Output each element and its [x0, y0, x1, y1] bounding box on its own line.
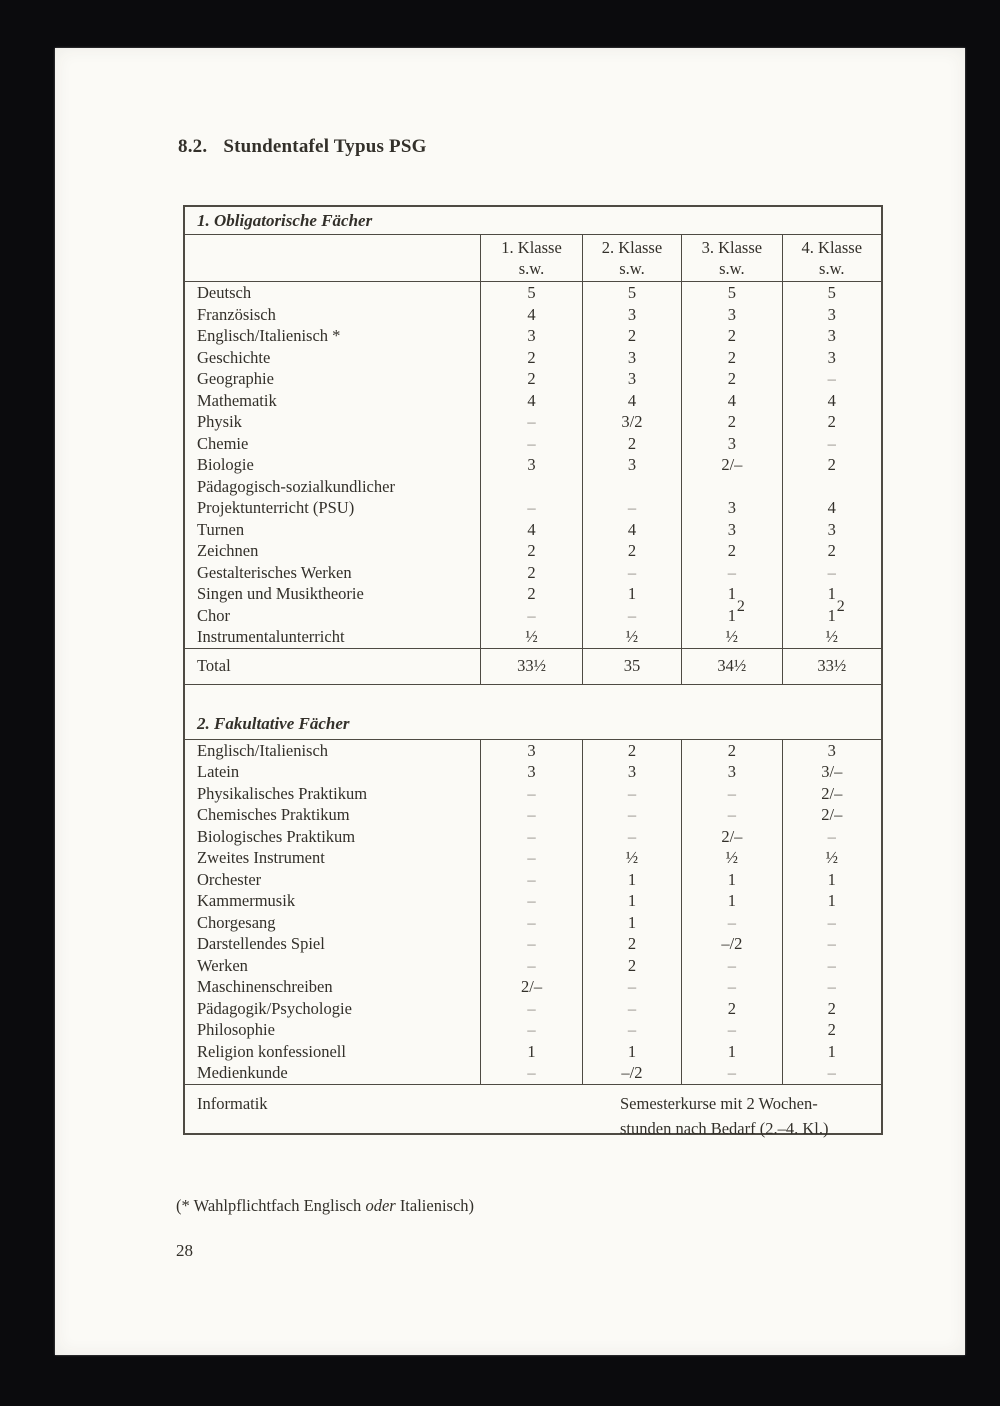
cell: – — [480, 955, 581, 977]
cell: – — [480, 433, 581, 455]
cell: – — [582, 562, 681, 584]
cell: 1 — [782, 605, 881, 627]
informatik-note-line1: Semesterkurse mit 2 Wochen- — [620, 1093, 818, 1113]
table-row — [185, 562, 881, 584]
cell: 2 — [480, 562, 581, 584]
subject-label — [185, 976, 480, 998]
cell: – — [681, 804, 781, 826]
cell: 2 — [480, 368, 581, 390]
cell: 3 — [681, 519, 781, 541]
cell: 3 — [480, 761, 581, 783]
subject-label-line: Darstellendes Spiel — [197, 934, 325, 953]
subject-label — [185, 626, 480, 648]
cell: – — [480, 411, 581, 433]
cell: – — [681, 912, 781, 934]
cell: 1 — [782, 890, 881, 912]
cell: 2 — [582, 325, 681, 347]
subject-label — [185, 433, 480, 455]
cell: ½ — [681, 847, 781, 869]
cell-value: 1 — [727, 584, 736, 603]
subject-label-line: Mathematik — [197, 390, 277, 410]
header-sw-label: s.w. — [719, 259, 745, 278]
table-row — [185, 955, 881, 977]
cell: – — [480, 1019, 581, 1041]
header-sw-label: s.w. — [819, 259, 845, 278]
table-row — [185, 605, 881, 627]
subject-label — [185, 540, 480, 562]
subject-label — [185, 476, 480, 519]
subject-label — [185, 740, 480, 762]
cell: 5 — [782, 282, 881, 304]
table-row — [185, 325, 881, 347]
cell: ½ — [582, 626, 681, 648]
subject-label-line: Singen und Musiktheorie — [197, 584, 364, 603]
cell: 2 — [681, 411, 781, 433]
header-sw-label: s.w. — [619, 259, 645, 278]
subject-label — [185, 933, 480, 955]
informatik-label: Informatik — [197, 1093, 268, 1113]
cell: 3 — [582, 368, 681, 390]
obligatory-rows — [185, 282, 881, 648]
subject-label — [185, 454, 480, 476]
cell: – — [480, 869, 581, 891]
cell: 3 — [582, 454, 681, 476]
group-sum: 2 — [836, 597, 845, 615]
cell — [681, 583, 781, 615]
cell: 2 — [582, 955, 681, 977]
cell: – — [782, 955, 881, 977]
optional-subjects-heading: 2. Fakultative Fächer — [185, 685, 881, 740]
table-row — [185, 998, 881, 1020]
cell: 4 — [681, 390, 781, 412]
cell: – — [480, 890, 581, 912]
cell: – — [480, 933, 581, 955]
table-row — [185, 826, 881, 848]
cell: 3 — [782, 740, 881, 762]
cell: 3 — [582, 304, 681, 326]
cell: ½ — [782, 847, 881, 869]
cell: 2 — [582, 540, 681, 562]
cell: – — [782, 433, 881, 455]
cell: 3 — [782, 304, 881, 326]
cell: – — [782, 1062, 881, 1084]
cell: – — [480, 605, 581, 627]
cell: – — [582, 783, 681, 805]
cell: 3 — [681, 433, 781, 455]
cell — [782, 583, 881, 615]
cell: 3 — [681, 476, 781, 519]
header-cell-klasse-2 — [582, 235, 681, 281]
table-row — [185, 761, 881, 783]
cell: 2/– — [480, 976, 581, 998]
table-row — [185, 476, 881, 519]
header-klasse-label: 4. Klasse — [801, 238, 863, 257]
total-cell: 34½ — [681, 649, 781, 684]
group-sum: 2 — [736, 597, 745, 615]
header-empty-cell — [185, 235, 480, 281]
cell: – — [681, 1019, 781, 1041]
cell: 2 — [582, 433, 681, 455]
cell: 3 — [582, 761, 681, 783]
subject-label — [185, 826, 480, 848]
cell: – — [480, 826, 581, 848]
subject-label — [185, 411, 480, 433]
cell: – — [582, 998, 681, 1020]
cell: – — [681, 1062, 781, 1084]
subject-label-line: Chor — [197, 605, 230, 625]
subject-label-line: Maschinenschreiben — [197, 977, 333, 996]
table-row — [185, 1041, 881, 1063]
cell: 1 — [582, 912, 681, 934]
cell: 2 — [681, 998, 781, 1020]
subject-label — [185, 847, 480, 869]
cell: 2/– — [681, 454, 781, 476]
table-row — [185, 783, 881, 805]
header-klasse-label: 2. Klasse — [601, 238, 663, 257]
table-row — [185, 626, 881, 648]
table-row — [185, 912, 881, 934]
cell: 1 — [782, 1041, 881, 1063]
cell: ½ — [582, 847, 681, 869]
cell: – — [782, 976, 881, 998]
cell: 1 — [480, 1041, 581, 1063]
cell: 2 — [681, 740, 781, 762]
cell: 3 — [782, 325, 881, 347]
subject-label — [185, 1041, 480, 1063]
table-header-row — [185, 235, 881, 282]
cell: – — [582, 804, 681, 826]
total-label: Total — [197, 656, 231, 675]
cell: 3 — [681, 304, 781, 326]
subject-label — [185, 282, 480, 304]
cell: 2 — [681, 347, 781, 369]
cell: – — [681, 955, 781, 977]
cell: – — [681, 562, 781, 584]
subject-label — [185, 605, 480, 627]
subject-label-line: Gestalterisches Werken — [197, 562, 352, 582]
footnote-oder: oder — [365, 1196, 396, 1215]
cell: – — [480, 1062, 581, 1084]
cell: – — [582, 976, 681, 998]
subject-label — [185, 390, 480, 412]
scanned-page — [55, 48, 965, 1355]
cell: – — [480, 847, 581, 869]
header-klasse-label: 3. Klasse — [701, 238, 763, 257]
cell: 4 — [582, 390, 681, 412]
cell: 3/2 — [582, 411, 681, 433]
page-title — [178, 136, 427, 158]
section-title-text: Stundentafel Typus PSG — [223, 136, 427, 157]
cell: – — [582, 605, 681, 627]
cell: – — [480, 804, 581, 826]
cell: 5 — [582, 282, 681, 304]
cell: 4 — [480, 304, 581, 326]
cell: – — [681, 976, 781, 998]
table-row — [185, 869, 881, 891]
subject-label-line: Zeichnen — [197, 541, 259, 560]
subject-label — [185, 304, 480, 326]
cell: ½ — [480, 626, 581, 648]
cell: 1 — [681, 1041, 781, 1063]
table-row — [185, 1019, 881, 1041]
cell: 2 — [582, 740, 681, 762]
subject-label-line: Pädagogisch-sozialkundlicher — [197, 476, 395, 496]
subject-label — [185, 519, 480, 541]
cell: 2 — [681, 540, 781, 562]
informatik-row — [185, 1084, 881, 1138]
subject-label — [185, 347, 480, 369]
cell: 2/– — [782, 783, 881, 805]
cell: 2/– — [782, 804, 881, 826]
cell: 2 — [480, 347, 581, 369]
header-cell-klasse-1 — [480, 235, 581, 281]
cell: 4 — [782, 390, 881, 412]
subject-label — [185, 783, 480, 805]
cell: – — [582, 476, 681, 519]
header-cell-klasse-3 — [681, 235, 781, 281]
cell: 1 — [681, 605, 781, 627]
total-cell: 33½ — [480, 649, 581, 684]
cell: 1 — [681, 869, 781, 891]
subject-label-line: Pädagogik/Psychologie — [197, 998, 352, 1018]
cell: 3 — [782, 347, 881, 369]
informatik-note-line2: stunden nach Bedarf (2.–4. Kl.) — [620, 1118, 829, 1138]
optional-rows — [185, 740, 881, 1084]
cell: 3 — [480, 740, 581, 762]
subject-label — [185, 368, 480, 390]
subject-label — [185, 562, 480, 584]
cell: – — [782, 912, 881, 934]
subject-label-line: Physik — [197, 412, 242, 431]
subject-label-line: Französisch — [197, 304, 276, 324]
subject-label-line: Englisch/Italienisch * — [197, 326, 341, 345]
cell: – — [782, 562, 881, 584]
cell: 1 — [582, 583, 681, 605]
subject-label-line: Religion konfessionell — [197, 1041, 346, 1061]
footnote — [176, 1196, 474, 1216]
subject-label — [185, 804, 480, 826]
cell: – — [782, 826, 881, 848]
table-row — [185, 847, 881, 869]
subject-label — [185, 1019, 480, 1041]
page-number: 28 — [176, 1241, 193, 1260]
cell: ½ — [782, 626, 881, 648]
subject-label-line: Latein — [197, 762, 240, 781]
subject-label — [185, 761, 480, 783]
subject-label-line: Medienkunde — [197, 1063, 288, 1082]
cell: – — [681, 783, 781, 805]
cell: 3 — [681, 761, 781, 783]
obligatory-subjects-heading: 1. Obligatorische Fächer — [185, 207, 881, 235]
table-row — [185, 347, 881, 369]
cell: 2 — [480, 583, 581, 605]
cell: 2 — [480, 540, 581, 562]
table-row — [185, 411, 881, 433]
subject-label — [185, 583, 480, 605]
cell: – — [480, 476, 581, 519]
cell: 2 — [782, 998, 881, 1020]
cell: – — [582, 1019, 681, 1041]
cell: 2 — [681, 325, 781, 347]
cell: 1 — [582, 890, 681, 912]
subject-label-line: Englisch/Italienisch — [197, 740, 329, 760]
total-row — [185, 648, 881, 685]
table-row — [185, 368, 881, 390]
total-cell: 35 — [582, 649, 681, 684]
subject-label-line: Turnen — [197, 519, 245, 539]
table-row — [185, 304, 881, 326]
header-klasse-label: 1. Klasse — [501, 238, 562, 257]
subject-label-line: Kammermusik — [197, 891, 296, 910]
cell: 2/– — [681, 826, 781, 848]
cell: – — [480, 912, 581, 934]
subject-label-line: Biologie — [197, 455, 254, 474]
table-row — [185, 433, 881, 455]
subject-label-line: Projektunterricht (PSU) — [197, 498, 355, 517]
cell: 2 — [782, 540, 881, 562]
subject-label — [185, 869, 480, 891]
table-row — [185, 519, 881, 541]
cell: – — [480, 783, 581, 805]
subject-label — [185, 1062, 480, 1084]
subject-label-line: Biologisches Praktikum — [197, 826, 356, 846]
cell: 2 — [782, 454, 881, 476]
subject-label-line: Instrumentalunterricht — [197, 627, 345, 646]
subject-label — [185, 998, 480, 1020]
cell: –/2 — [681, 933, 781, 955]
cell: 1 — [681, 890, 781, 912]
cell-value: 1 — [827, 584, 836, 603]
cell: – — [582, 826, 681, 848]
subject-label-line: Geschichte — [197, 347, 271, 367]
cell: 3 — [782, 519, 881, 541]
table-row — [185, 454, 881, 476]
cell: 3 — [480, 454, 581, 476]
cell: –/2 — [582, 1062, 681, 1084]
subject-label-line: Chemisches Praktikum — [197, 805, 350, 824]
subject-label-line: Deutsch — [197, 283, 252, 302]
cell: 5 — [681, 282, 781, 304]
cell: ½ — [681, 626, 781, 648]
subject-label-line: Chorgesang — [197, 912, 276, 932]
cell: 3/– — [782, 761, 881, 783]
cell: 4 — [480, 390, 581, 412]
subject-label-line: Physikalisches Praktikum — [197, 783, 368, 803]
cell: 2 — [681, 368, 781, 390]
header-cell-klasse-4 — [782, 235, 881, 281]
cell: 3 — [582, 347, 681, 369]
cell: 1 — [782, 869, 881, 891]
cell: – — [782, 368, 881, 390]
subject-label-line: Chemie — [197, 433, 249, 453]
cell: 4 — [480, 519, 581, 541]
cell: 2 — [782, 1019, 881, 1041]
subject-label — [185, 890, 480, 912]
subject-label-line: Philosophie — [197, 1020, 275, 1039]
cell: 1 — [582, 1041, 681, 1063]
cell: 3 — [480, 325, 581, 347]
table-row — [185, 890, 881, 912]
footnote-prefix: (* Wahlpflichtfach Englisch — [176, 1196, 366, 1215]
subject-label-line: Zweites Instrument — [197, 848, 325, 867]
subject-label — [185, 325, 480, 347]
subject-label-line: Orchester — [197, 869, 262, 889]
cell: – — [480, 998, 581, 1020]
table-row — [185, 933, 881, 955]
header-sw-label: s.w. — [518, 259, 545, 278]
table-row — [185, 282, 881, 304]
subject-label-line: Werken — [197, 955, 248, 975]
cell: 4 — [782, 476, 881, 519]
cell: 5 — [480, 282, 581, 304]
cell: – — [782, 933, 881, 955]
cell: 1 — [582, 869, 681, 891]
section-number: 8.2. — [178, 136, 208, 157]
timetable — [183, 205, 883, 1138]
table-row — [185, 740, 881, 762]
table-row — [185, 804, 881, 826]
table-row — [185, 540, 881, 562]
table-row — [185, 1062, 881, 1084]
cell: 4 — [582, 519, 681, 541]
cell: 2 — [582, 933, 681, 955]
footnote-suffix: Italienisch) — [395, 1196, 475, 1215]
cell: 2 — [782, 411, 881, 433]
table-row — [185, 390, 881, 412]
subject-label — [185, 955, 480, 977]
table-row — [185, 976, 881, 998]
subject-label — [185, 912, 480, 934]
total-cell: 33½ — [782, 649, 881, 684]
informatik-note — [620, 1091, 828, 1141]
subject-label-line: Geographie — [197, 369, 274, 388]
